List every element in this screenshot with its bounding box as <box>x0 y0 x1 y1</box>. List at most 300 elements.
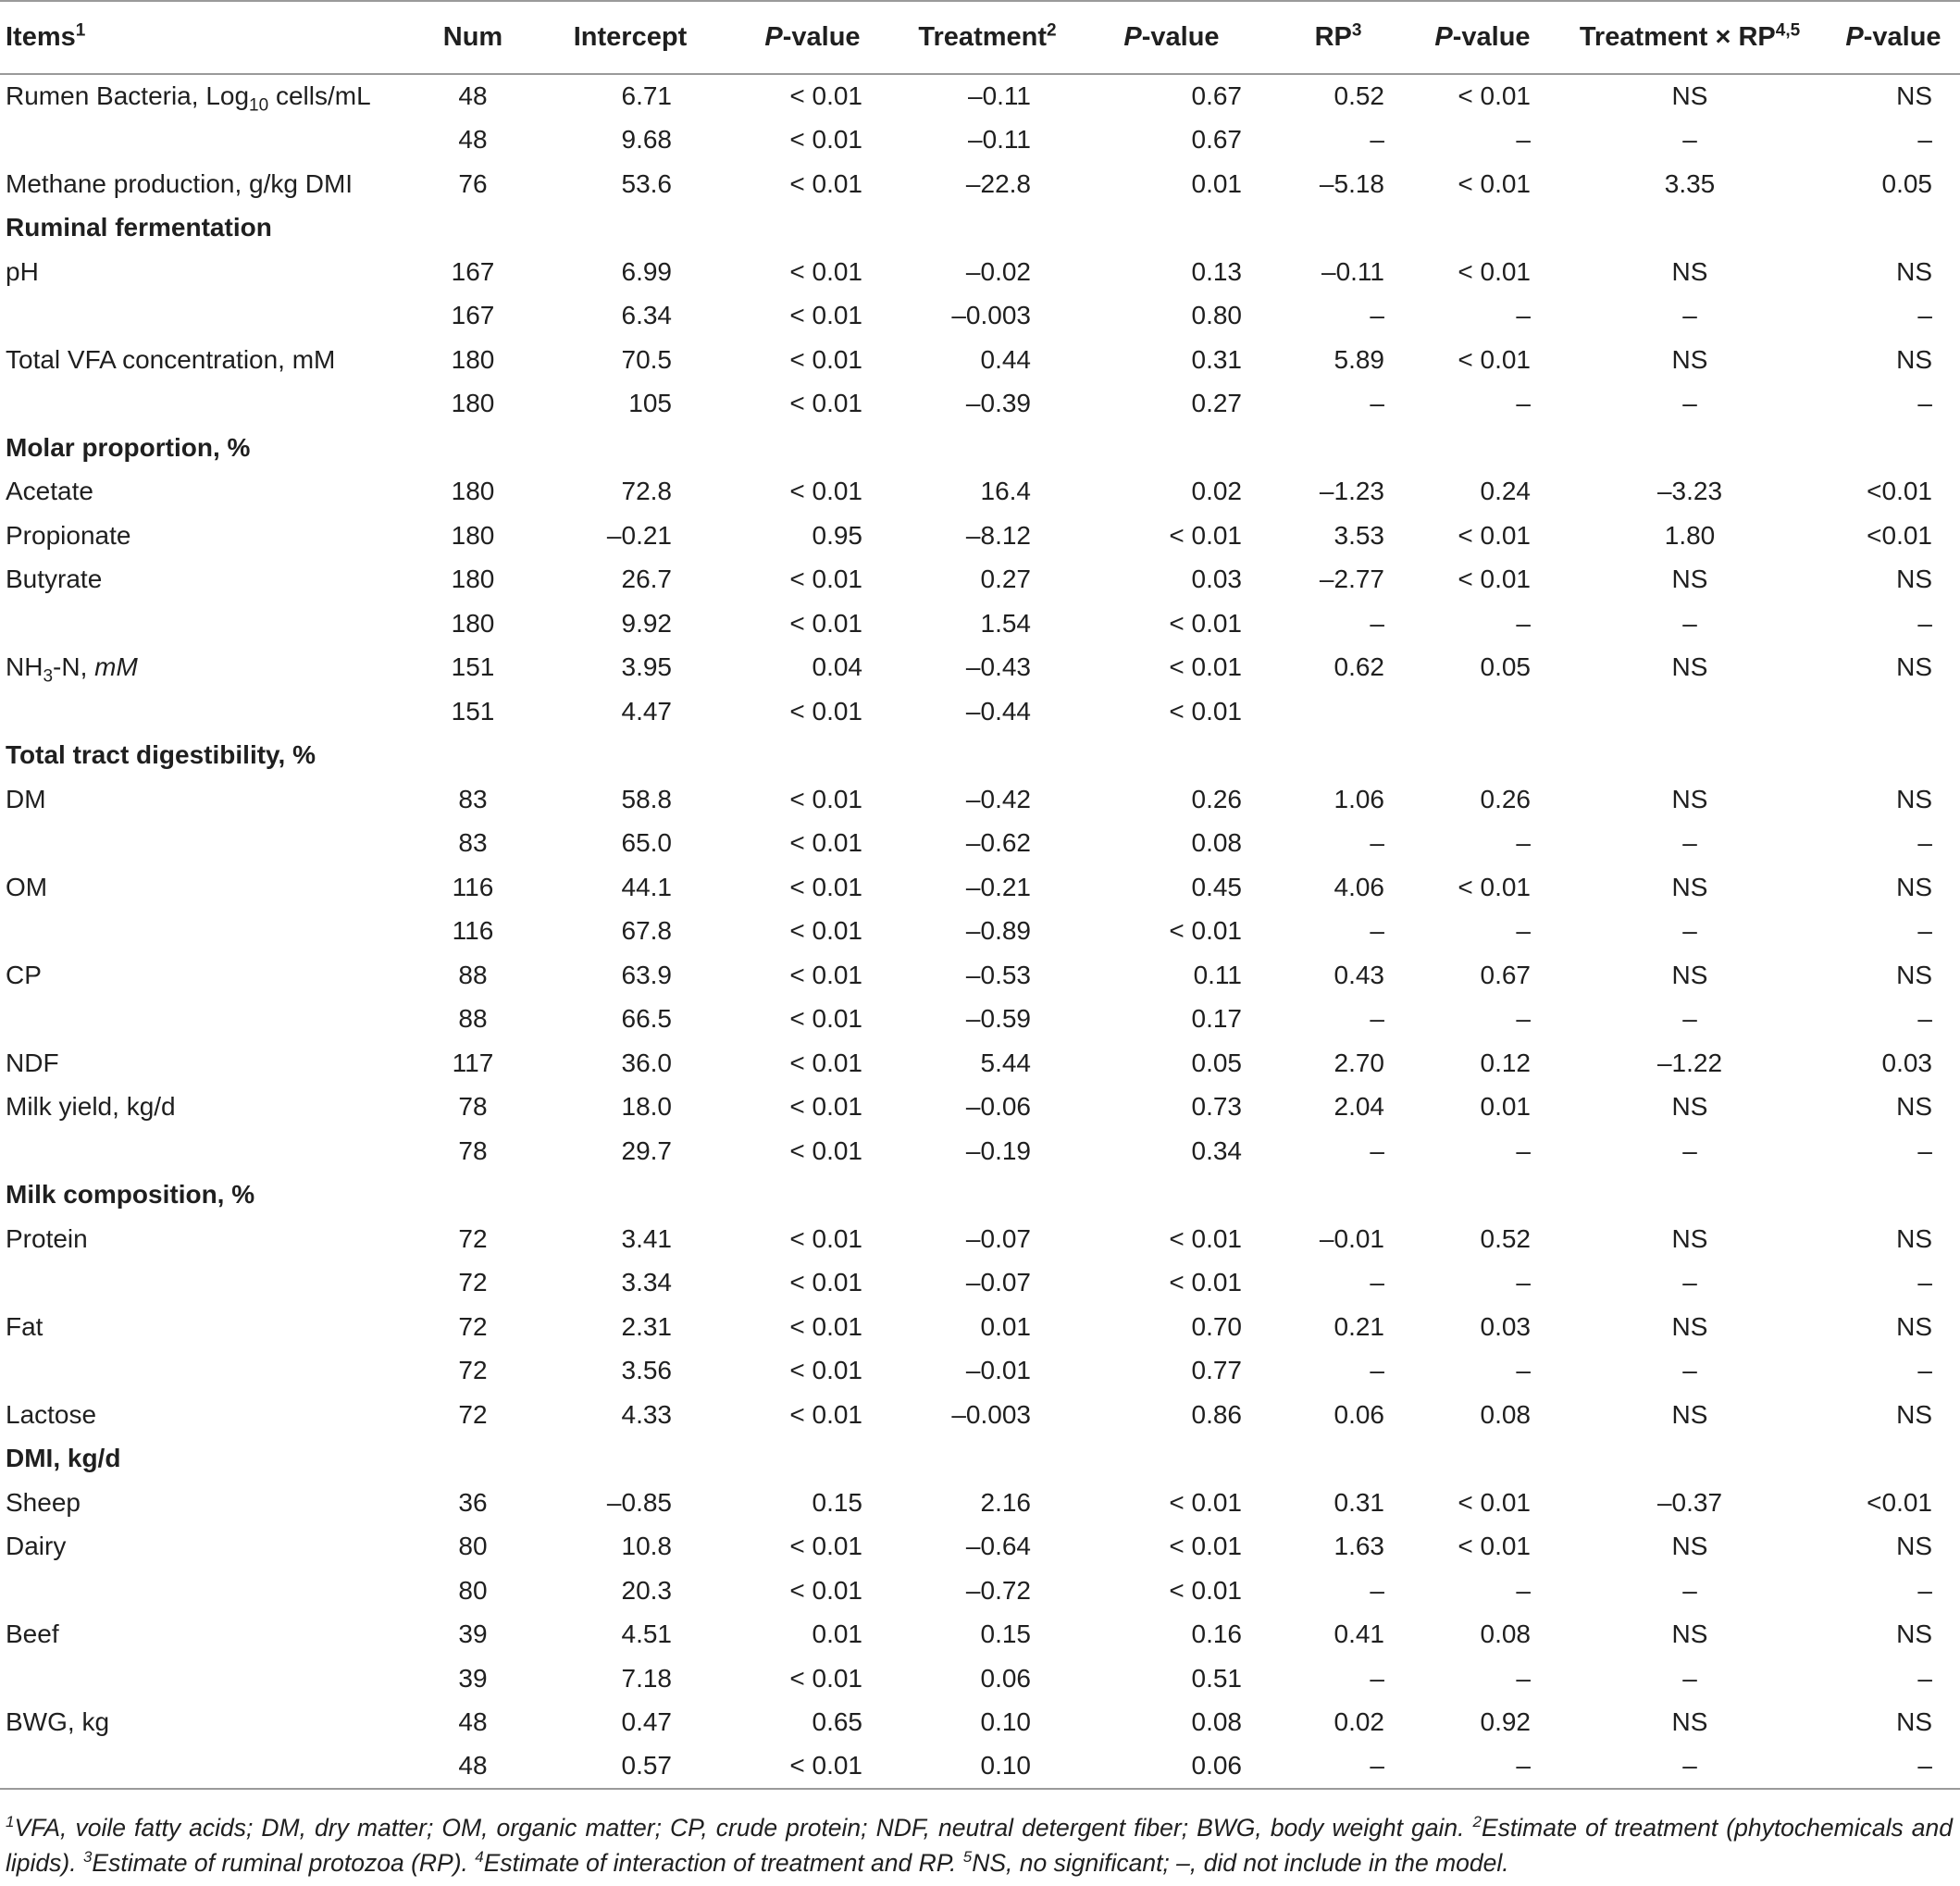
cell-pvalue-rp: 0.92 <box>1480 1707 1531 1737</box>
cell-pvalue-treatment: < 0.01 <box>1169 1575 1242 1605</box>
cell-item <box>0 1393 415 1437</box>
cell-rp: – <box>1370 125 1384 155</box>
cell-item <box>0 910 415 954</box>
cell-item <box>0 74 415 118</box>
cell-intercept: 9.92 <box>621 608 672 638</box>
item-label: Sheep <box>6 1487 81 1517</box>
cell-interaction: – <box>1682 1356 1697 1385</box>
cell-pvalue-interaction: – <box>1917 916 1932 946</box>
cell-item <box>0 470 415 515</box>
cell-intercept: –0.21 <box>606 520 672 550</box>
header-intercept <box>531 1 729 74</box>
header-interaction-label: Treatment × RP <box>1579 22 1776 52</box>
table-row <box>0 602 1960 646</box>
cell-item <box>0 558 415 602</box>
cell-interaction: NS <box>1671 1311 1708 1341</box>
cell-interaction: –1.22 <box>1656 1048 1723 1077</box>
cell-pvalue-treatment <box>1079 1437 1264 1482</box>
cell-rp: 3.53 <box>1334 520 1384 550</box>
cell-pvalue-interaction <box>1827 734 1960 778</box>
section-row <box>0 206 1960 251</box>
cell-treatment: –0.89 <box>965 916 1031 946</box>
section-row <box>0 1173 1960 1218</box>
cell-rp: – <box>1264 1744 1412 1789</box>
cell-pvalue-interaction: NS <box>1896 565 1932 594</box>
cell-pvalue-intercept: < 0.01 <box>789 168 862 198</box>
table-footnote <box>6 1810 1953 1880</box>
cell-intercept: 66.5 <box>621 1004 672 1034</box>
cell-num: 180 <box>451 344 495 374</box>
cell-interaction: – <box>1682 1135 1697 1165</box>
cell-pvalue-intercept: < 0.01 <box>789 784 862 813</box>
cell-num: 117 <box>452 1048 494 1077</box>
cell-intercept: 53.6 <box>621 168 672 198</box>
cell-num <box>415 1173 531 1218</box>
cell-interaction: NS <box>1671 1223 1708 1253</box>
cell-pvalue-rp: – <box>1516 1268 1531 1297</box>
cell-intercept: 105 <box>628 389 672 418</box>
cell-pvalue-interaction: – <box>1917 125 1932 155</box>
cell-treatment: –0.64 <box>965 1532 1031 1561</box>
cell-pvalue-rp: – <box>1516 301 1531 330</box>
table-row <box>0 646 1960 690</box>
table-row <box>0 1656 1960 1701</box>
cell-pvalue-treatment: 0.02 <box>1191 477 1242 506</box>
cell-pvalue-treatment: 0.51 <box>1191 1663 1242 1693</box>
section-heading <box>0 206 415 251</box>
cell-pvalue-treatment: < 0.01 <box>1169 1532 1242 1561</box>
cell-num: 180 <box>451 520 495 550</box>
cell-pvalue-rp: – <box>1516 1575 1531 1605</box>
cell-intercept: 44.1 <box>621 872 672 901</box>
cell-pvalue-treatment: 0.45 <box>1191 872 1242 901</box>
cell-num: 151 <box>451 652 495 682</box>
header-p2-italic: P <box>1123 22 1142 52</box>
item-label: NDF <box>6 1048 59 1077</box>
cell-item <box>0 162 415 206</box>
cell-intercept: 7.18 <box>621 1663 672 1693</box>
cell-pvalue-treatment: 0.26 <box>1191 784 1242 813</box>
cell-num: 83 <box>458 828 488 858</box>
cell-num: 167 <box>451 301 495 330</box>
footnote-text: NS, no significant; –, did not include in the model. <box>972 1849 1509 1877</box>
table-row <box>0 470 1960 515</box>
cell-interaction: – <box>1682 1004 1697 1034</box>
table-body <box>0 74 1960 1789</box>
cell-intercept: 70.5 <box>621 344 672 374</box>
item-label: BWG, kg <box>6 1707 110 1737</box>
header-num <box>415 1 531 74</box>
cell-pvalue-interaction: NS <box>1896 960 1932 989</box>
cell-item <box>0 514 415 558</box>
cell-pvalue-treatment: 0.08 <box>1191 1707 1242 1737</box>
cell-pvalue-intercept: < 0.01 <box>789 301 862 330</box>
cell-rp: – <box>1370 1356 1384 1385</box>
item-label: Butyrate <box>6 565 103 594</box>
cell-treatment: –0.02 <box>965 256 1031 286</box>
cell-interaction: – <box>1682 389 1697 418</box>
cell-pvalue-interaction: NS <box>1896 344 1932 374</box>
cell-treatment: –0.44 <box>965 696 1031 726</box>
cell-intercept: 9.68 <box>621 125 672 155</box>
cell-item <box>0 338 415 382</box>
cell-pvalue-rp: < 0.01 <box>1458 168 1531 198</box>
footnote-text: Estimate of ruminal protozoa (RP). <box>92 1849 476 1877</box>
cell-num: 88 <box>458 1004 488 1034</box>
cell-pvalue-intercept: < 0.01 <box>789 1532 862 1561</box>
cell-pvalue-treatment: 0.17 <box>1191 1004 1242 1034</box>
cell-pvalue-interaction <box>1827 1437 1960 1482</box>
cell-treatment: –0.42 <box>965 784 1031 813</box>
cell-pvalue-interaction: NS <box>1896 1092 1932 1122</box>
header-treatment-label: Treatment <box>918 22 1048 52</box>
cell-pvalue-treatment <box>1079 734 1264 778</box>
cell-pvalue-intercept: < 0.01 <box>789 1048 862 1077</box>
table-row <box>0 998 1960 1042</box>
table-row <box>0 250 1960 294</box>
cell-item <box>0 602 415 646</box>
cell-rp: – <box>1370 1004 1384 1034</box>
cell-pvalue-intercept: < 0.01 <box>789 389 862 418</box>
cell-pvalue-rp: – <box>1516 916 1531 946</box>
cell-pvalue-intercept: < 0.01 <box>789 1399 862 1429</box>
cell-pvalue-interaction: NS <box>1896 784 1932 813</box>
cell-pvalue-intercept: < 0.01 <box>789 1092 862 1122</box>
cell-pvalue-treatment: 0.70 <box>1191 1311 1242 1341</box>
cell-num: 116 <box>452 872 494 901</box>
item-subscript: 3 <box>43 666 54 687</box>
cell-item <box>0 1481 415 1525</box>
cell-interaction <box>1553 734 1827 778</box>
cell-pvalue-interaction: – <box>1917 1268 1932 1297</box>
cell-interaction: NS <box>1671 1619 1708 1649</box>
cell-num: 76 <box>458 168 488 198</box>
header-interaction-sup: 4,5 <box>1775 20 1801 41</box>
cell-pvalue-intercept: 0.15 <box>812 1487 862 1517</box>
section-row <box>0 1437 1960 1482</box>
cell-item <box>0 865 415 910</box>
cell-intercept: –0.85 <box>606 1487 672 1517</box>
cell-interaction: –0.37 <box>1656 1487 1723 1517</box>
header-num-label: Num <box>442 22 503 52</box>
cell-pvalue-treatment: 0.01 <box>1191 168 1242 198</box>
cell-pvalue-interaction <box>1827 426 1960 470</box>
header-items <box>0 1 415 74</box>
cell-item <box>0 1129 415 1173</box>
cell-pvalue-rp: – <box>1516 1663 1531 1693</box>
table-row <box>0 1393 1960 1437</box>
cell-interaction: 1.80 <box>1664 520 1716 550</box>
cell-pvalue-interaction: NS <box>1896 1223 1932 1253</box>
cell-pvalue-intercept: < 0.01 <box>789 256 862 286</box>
cell-rp: – <box>1370 1268 1384 1297</box>
section-heading <box>0 1173 415 1218</box>
cell-pvalue-treatment: 0.80 <box>1191 301 1242 330</box>
cell-pvalue-intercept: < 0.01 <box>789 916 862 946</box>
table-row <box>0 1086 1960 1130</box>
cell-interaction: NS <box>1671 960 1708 989</box>
cell-num: 48 <box>458 81 488 111</box>
cell-item <box>0 294 415 339</box>
cell-pvalue-intercept <box>729 206 896 251</box>
item-label: NH <box>6 652 43 682</box>
cell-interaction <box>1553 426 1827 470</box>
cell-item <box>0 1656 415 1701</box>
cell-pvalue-rp: < 0.01 <box>1458 81 1531 111</box>
table-row <box>0 1613 1960 1657</box>
cell-treatment: –0.07 <box>965 1268 1031 1297</box>
cell-rp: 0.62 <box>1334 652 1384 682</box>
cell-num <box>415 426 531 470</box>
cell-pvalue-treatment: 0.34 <box>1191 1135 1242 1165</box>
cell-pvalue-interaction: 0.03 <box>1881 1048 1932 1077</box>
table-row <box>0 822 1960 866</box>
cell-treatment: 0.10 <box>896 1744 1079 1789</box>
cell-pvalue-intercept: < 0.01 <box>789 344 862 374</box>
cell-pvalue-treatment: < 0.01 <box>1169 1487 1242 1517</box>
cell-treatment <box>896 206 1079 251</box>
cell-pvalue-rp <box>1412 206 1553 251</box>
cell-item <box>0 822 415 866</box>
cell-treatment: –0.53 <box>965 960 1031 989</box>
footnote-text: Estimate of interaction of treatment and RP. <box>483 1849 963 1877</box>
header-p4-italic: P <box>1845 22 1864 52</box>
cell-treatment: –0.003 <box>951 1399 1031 1429</box>
header-p2-rest: -value <box>1141 22 1220 52</box>
footnote-marker: 5 <box>962 1848 973 1867</box>
cell-pvalue-rp: < 0.01 <box>1458 1532 1531 1561</box>
cell-pvalue-rp: 0.24 <box>1480 477 1531 506</box>
header-treatment <box>896 1 1079 74</box>
table-row <box>0 777 1960 822</box>
cell-pvalue-intercept <box>729 1173 896 1218</box>
item-label: Molar proportion, % <box>6 432 251 462</box>
cell-treatment: 0.06 <box>980 1663 1031 1693</box>
cell-pvalue-interaction: <0.01 <box>1867 1487 1932 1517</box>
footnote-marker: 2 <box>1472 1813 1482 1831</box>
cell-rp <box>1264 1173 1412 1218</box>
cell-pvalue-treatment: 0.03 <box>1191 565 1242 594</box>
cell-treatment <box>896 1173 1079 1218</box>
cell-treatment: –0.72 <box>965 1575 1031 1605</box>
cell-pvalue-interaction: NS <box>1896 256 1932 286</box>
cell-intercept: 3.41 <box>621 1223 672 1253</box>
cell-rp: – <box>1370 389 1384 418</box>
cell-rp: – <box>1370 1135 1384 1165</box>
table-row <box>0 1261 1960 1306</box>
cell-interaction <box>1553 689 1827 734</box>
cell-pvalue-rp: – <box>1516 1135 1531 1165</box>
cell-interaction: – <box>1682 125 1697 155</box>
cell-num: 83 <box>458 784 488 813</box>
header-treatment-sup: 2 <box>1047 20 1057 41</box>
cell-pvalue-treatment: 0.31 <box>1191 344 1242 374</box>
cell-intercept: 6.99 <box>621 256 672 286</box>
header-pvalue-1 <box>729 1 896 74</box>
cell-interaction: – <box>1553 1744 1827 1789</box>
cell-pvalue-intercept: 0.65 <box>812 1707 862 1737</box>
cell-pvalue-interaction: NS <box>1896 652 1932 682</box>
cell-num: 78 <box>458 1092 488 1122</box>
item-label: Lactose <box>6 1399 97 1429</box>
cell-num: 116 <box>452 916 494 946</box>
footnote-marker: 1 <box>6 1813 15 1831</box>
item-label: Fat <box>6 1311 43 1341</box>
item-subscript: 10 <box>249 95 269 116</box>
header-p1-rest: -value <box>782 22 861 52</box>
cell-interaction: NS <box>1671 344 1708 374</box>
section-row <box>0 734 1960 778</box>
cell-pvalue-treatment: < 0.01 <box>1169 1268 1242 1297</box>
cell-pvalue-rp: 0.12 <box>1480 1048 1531 1077</box>
cell-intercept: 29.7 <box>621 1135 672 1165</box>
cell-pvalue-rp: 0.67 <box>1480 960 1531 989</box>
cell-num: 167 <box>451 256 495 286</box>
table-row <box>0 294 1960 339</box>
table-row <box>0 1525 1960 1570</box>
cell-item <box>0 998 415 1042</box>
header-pvalue-4 <box>1827 1 1960 74</box>
cell-intercept: 6.71 <box>621 81 672 111</box>
cell-intercept: 67.8 <box>621 916 672 946</box>
cell-treatment: –0.21 <box>965 872 1031 901</box>
table-row <box>0 1217 1960 1261</box>
cell-interaction: – <box>1682 916 1697 946</box>
cell-intercept: 10.8 <box>621 1532 672 1561</box>
cell-item <box>0 1701 415 1745</box>
cell-rp: –1.23 <box>1319 477 1384 506</box>
cell-pvalue-intercept <box>729 734 896 778</box>
cell-pvalue-intercept: < 0.01 <box>789 1575 862 1605</box>
cell-num: 72 <box>458 1223 488 1253</box>
cell-pvalue-interaction: – <box>1917 608 1932 638</box>
cell-rp <box>1264 206 1412 251</box>
cell-pvalue-treatment: 0.08 <box>1191 828 1242 858</box>
cell-item <box>0 382 415 427</box>
cell-pvalue-intercept: < 0.01 <box>789 81 862 111</box>
cell-pvalue-treatment: 0.77 <box>1191 1356 1242 1385</box>
table-row <box>0 689 1960 734</box>
cell-pvalue-intercept: < 0.01 <box>789 1223 862 1253</box>
cell-intercept: 72.8 <box>621 477 672 506</box>
item-label-suffix: cells/mL <box>268 81 371 111</box>
cell-item <box>0 689 415 734</box>
cell-rp: 0.31 <box>1334 1487 1384 1517</box>
cell-pvalue-rp: 0.03 <box>1480 1311 1531 1341</box>
item-label: Propionate <box>6 520 131 550</box>
cell-item <box>0 1525 415 1570</box>
header-row <box>0 1 1960 74</box>
cell-pvalue-treatment: < 0.01 <box>1169 652 1242 682</box>
cell-item <box>0 1041 415 1086</box>
cell-pvalue-rp <box>1412 1437 1553 1482</box>
section-heading <box>0 426 415 470</box>
cell-pvalue-rp <box>1412 734 1553 778</box>
footnote-text: Estimate of treatment (phytochemicals and lipids). <box>6 1814 1953 1877</box>
table-row <box>0 118 1960 163</box>
cell-item <box>0 1349 415 1394</box>
cell-num: 48 <box>458 1707 488 1737</box>
cell-treatment: 0.10 <box>980 1707 1031 1737</box>
cell-interaction <box>1553 1437 1827 1482</box>
item-label: pH <box>6 256 39 286</box>
header-items-sup: 1 <box>75 20 86 41</box>
cell-pvalue-intercept: < 0.01 <box>789 125 862 155</box>
header-rp <box>1264 1 1412 74</box>
cell-item <box>0 250 415 294</box>
cell-rp <box>1264 426 1412 470</box>
cell-pvalue-treatment: < 0.01 <box>1169 520 1242 550</box>
cell-treatment: –0.06 <box>965 1092 1031 1122</box>
header-rp-label: RP <box>1314 22 1352 52</box>
cell-num: 80 <box>458 1532 488 1561</box>
cell-pvalue-interaction <box>1827 206 1960 251</box>
cell-treatment: –8.12 <box>965 520 1031 550</box>
cell-pvalue-rp: 0.26 <box>1480 784 1531 813</box>
cell-pvalue-rp: < 0.01 <box>1458 344 1531 374</box>
cell-treatment: 0.01 <box>980 1311 1031 1341</box>
cell-pvalue-intercept: 0.95 <box>812 520 862 550</box>
cell-pvalue-interaction: – <box>1917 1135 1932 1165</box>
item-label: CP <box>6 960 42 989</box>
cell-pvalue-treatment <box>1079 1173 1264 1218</box>
cell-num: 39 <box>458 1663 488 1693</box>
item-label-suffix: -N, <box>53 652 95 682</box>
cell-treatment: 0.27 <box>980 565 1031 594</box>
header-interaction <box>1553 1 1827 74</box>
cell-item <box>0 1086 415 1130</box>
cell-treatment: 2.16 <box>980 1487 1031 1517</box>
cell-pvalue-intercept: < 0.01 <box>789 872 862 901</box>
table-row <box>0 1129 1960 1173</box>
cell-treatment: –0.003 <box>951 301 1031 330</box>
cell-num: 180 <box>451 565 495 594</box>
cell-treatment: –0.43 <box>965 652 1031 682</box>
section-heading <box>0 1437 415 1482</box>
cell-item <box>0 1261 415 1306</box>
cell-pvalue-rp: 0.05 <box>1480 652 1531 682</box>
footnote-text: VFA, voile fatty acids; DM, dry matter; OM, organic matter; CP, crude protein; NDF, neutral detergent fiber; BWG, body weight gain. <box>14 1814 1473 1842</box>
cell-pvalue-interaction: NS <box>1896 872 1932 901</box>
cell-pvalue-interaction: NS <box>1896 1619 1932 1649</box>
cell-num: 72 <box>458 1399 488 1429</box>
item-label: DMI, kg/d <box>6 1444 121 1473</box>
item-label: Methane production, g/kg DMI <box>6 168 354 198</box>
cell-num <box>415 206 531 251</box>
cell-item <box>0 1613 415 1657</box>
cell-rp: – <box>1370 916 1384 946</box>
cell-pvalue-treatment: 0.27 <box>1191 389 1242 418</box>
cell-item <box>0 1744 415 1789</box>
cell-rp: 0.06 <box>1334 1399 1384 1429</box>
cell-pvalue-intercept: < 0.01 <box>789 828 862 858</box>
cell-interaction: –3.23 <box>1656 477 1723 506</box>
cell-rp: 0.43 <box>1334 960 1384 989</box>
cell-pvalue-treatment: 0.73 <box>1191 1092 1242 1122</box>
header-items-label: Items <box>6 22 76 52</box>
cell-item <box>0 118 415 163</box>
cell-pvalue-interaction: – <box>1917 389 1932 418</box>
header-p4-rest: -value <box>1863 22 1941 52</box>
cell-intercept: 0.47 <box>621 1707 672 1737</box>
footnote-marker: 4 <box>475 1848 484 1867</box>
cell-pvalue-rp: – <box>1516 1004 1531 1034</box>
table-row <box>0 1744 1960 1789</box>
cell-interaction <box>1553 206 1827 251</box>
table-row <box>0 514 1960 558</box>
cell-rp: –5.18 <box>1319 168 1384 198</box>
cell-pvalue-intercept: < 0.01 <box>789 960 862 989</box>
